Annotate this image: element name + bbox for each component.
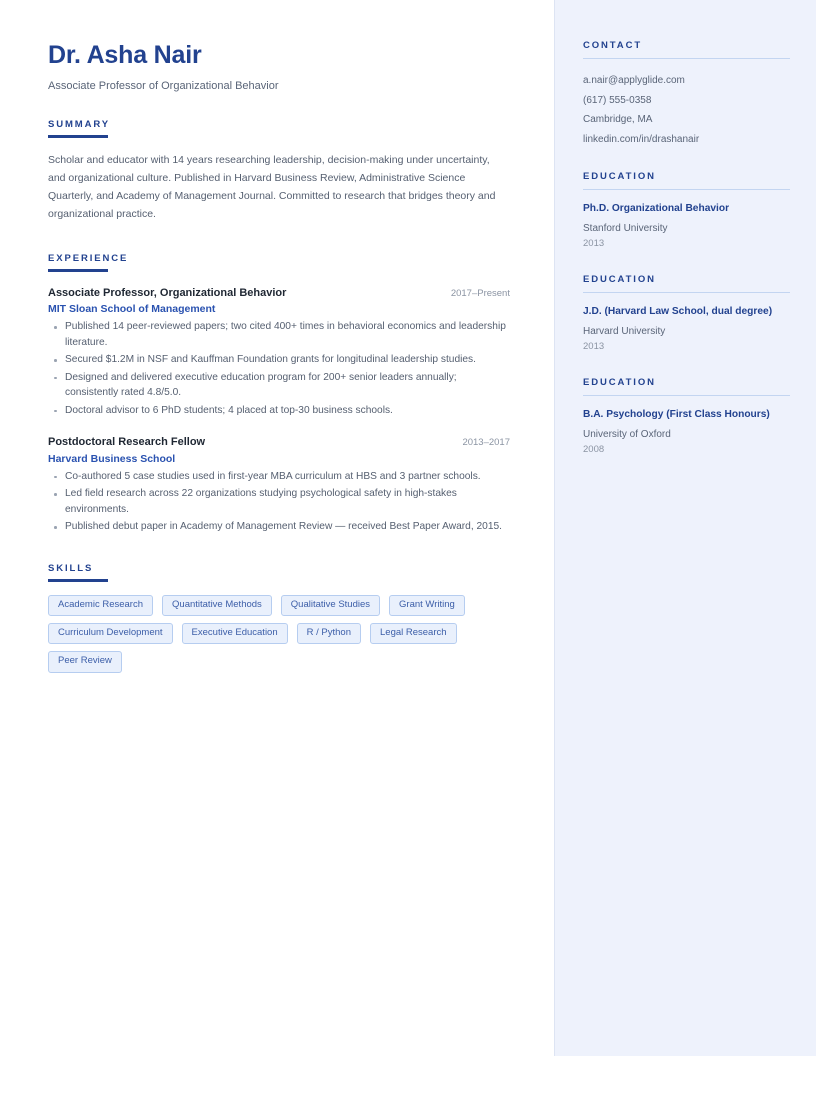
contact-location: Cambridge, MA: [583, 114, 653, 125]
skill-tag: Peer Review: [48, 651, 122, 672]
skills-section: [48, 563, 510, 673]
education-year: 2008: [583, 443, 605, 455]
skill-tag: Legal Research: [370, 623, 457, 644]
education-section-title: EDUCATION: [583, 376, 656, 388]
sidebar-divider: [583, 189, 790, 190]
contact-email: a.nair@applyglide.com: [583, 75, 685, 86]
skill-tag-list: [48, 595, 510, 673]
education-school: Stanford University: [583, 222, 668, 234]
summary-section: [48, 119, 510, 223]
job-bullet: Published debut paper in Academy of Management Review — received Best Paper Award, 2015.: [48, 519, 510, 535]
sidebar-divider: [583, 395, 790, 396]
skill-tag: Quantitative Methods: [162, 595, 272, 616]
experience-entry-header: [48, 434, 510, 451]
job-organization: Harvard Business School: [48, 452, 176, 465]
experience-section-title: EXPERIENCE: [48, 252, 129, 264]
job-dates: 2013–2017: [462, 437, 510, 449]
job-organization: MIT Sloan School of Management: [48, 303, 216, 316]
education-entry: [583, 171, 790, 252]
education-degree: J.D. (Harvard Law School, dual degree): [583, 305, 773, 317]
job-dates: 2017–Present: [450, 287, 510, 299]
skill-tag: Qualitative Studies: [281, 595, 380, 616]
job-bullet-list: [48, 319, 510, 418]
experience-entry: [48, 285, 510, 418]
skills-section-title: SKILLS: [48, 562, 94, 574]
skill-tag: Curriculum Development: [48, 623, 173, 644]
job-bullet: Designed and delivered executive education program for 200+ senior leaders annually; consistently rated 4.8/5.0.: [48, 370, 510, 401]
sidebar-divider: [583, 58, 790, 59]
job-bullet: Led field research across 22 organizations studying psychological safety in high-stakes environments.: [48, 486, 510, 517]
candidate-name: Dr. Asha Nair: [48, 41, 202, 69]
education-year: 2013: [583, 237, 605, 249]
contact-section-title: CONTACT: [583, 40, 643, 51]
contact-phone: (617) 555-0358: [583, 94, 652, 106]
education-year: 2013: [583, 340, 605, 352]
experience-section: [48, 253, 510, 535]
experience-entry-header: [48, 285, 510, 302]
education-entry: [583, 377, 790, 458]
skill-tag: R / Python: [297, 623, 361, 644]
education-degree: B.A. Psychology (First Class Honours): [583, 408, 770, 420]
skill-tag: Academic Research: [48, 595, 153, 616]
job-bullet: Co-authored 5 case studies used in first-year MBA curriculum at HBS and 3 partner schools.: [48, 469, 510, 485]
education-degree: Ph.D. Organizational Behavior: [583, 203, 730, 214]
experience-entry: [48, 434, 510, 534]
job-title: Associate Professor, Organizational Behavior: [48, 286, 287, 299]
contact-section: [583, 40, 790, 149]
education-section-title: EDUCATION: [583, 273, 656, 285]
candidate-headline: Associate Professor of Organizational Behavior: [48, 79, 279, 92]
job-bullet: Published 14 peer-reviewed papers; two cited 400+ times in behavioral economics and leadership literature.: [48, 319, 510, 350]
summary-text: Scholar and educator with 14 years researching leadership, decision-making under uncertainty, and organizational culture. Published in Harvard Business Review, Administrative Science Quarterly, and Academy of Management Journal. Committed to research that bridges theory and organizational practice.: [48, 153, 496, 220]
skill-tag: Executive Education: [182, 623, 288, 644]
education-school: University of Oxford: [583, 428, 671, 440]
education-entry: [583, 274, 790, 355]
skill-tag: Grant Writing: [389, 595, 465, 616]
contact-linkedin: linkedin.com/in/drashanair: [583, 133, 700, 145]
job-title: Postdoctoral Research Fellow: [48, 436, 206, 449]
summary-section-title: SUMMARY: [48, 118, 111, 130]
job-bullet: Doctoral advisor to 6 PhD students; 4 placed at top-30 business schools.: [48, 403, 510, 419]
education-section-title: EDUCATION: [583, 171, 656, 182]
job-bullet: Secured $1.2M in NSF and Kauffman Foundation grants for longitudinal leadership studies.: [48, 352, 510, 368]
section-underline: [48, 135, 108, 138]
section-underline: [48, 269, 108, 272]
job-bullet-list: [48, 469, 510, 535]
education-school: Harvard University: [583, 325, 666, 337]
resume-sidebar: [554, 0, 816, 1056]
sidebar-divider: [583, 292, 790, 293]
section-underline: [48, 579, 108, 582]
